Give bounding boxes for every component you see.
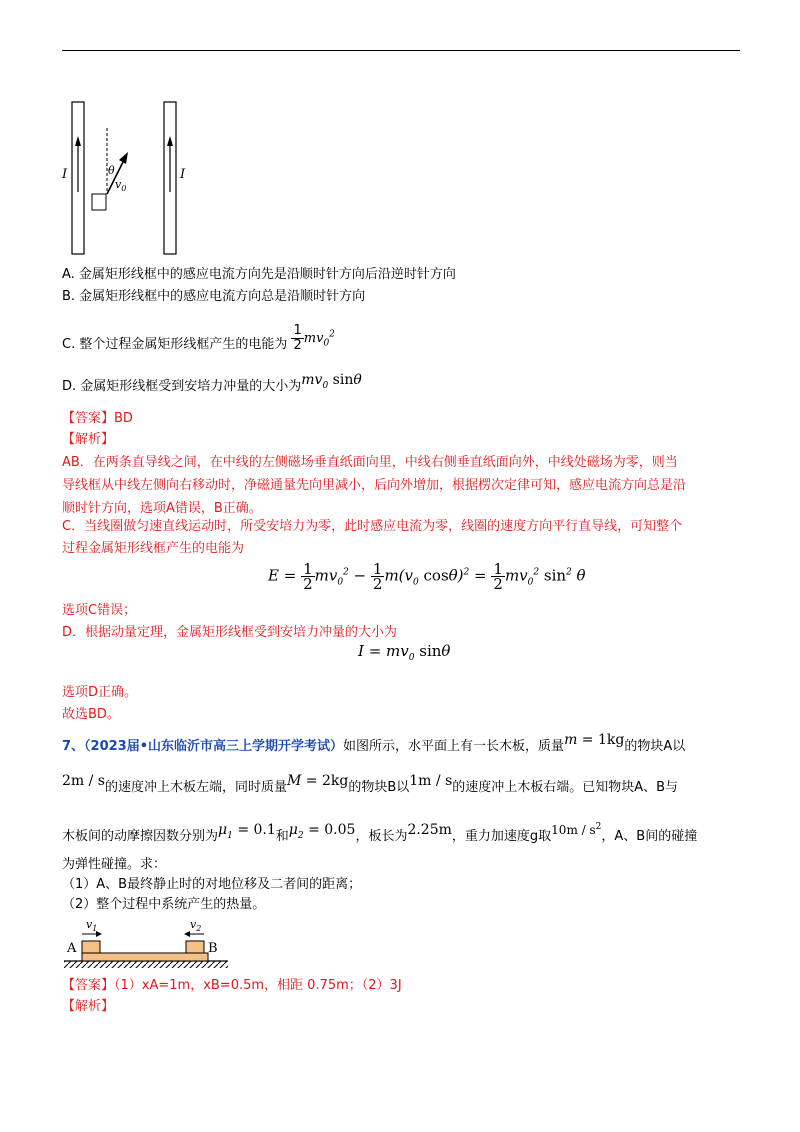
q6-answer: 【答案】BD (62, 411, 133, 426)
q7-sub1: （1）A、B最终静止时的对地位移及二者间的距离； (62, 877, 362, 892)
q7-line4: 为弹性碰撞。求： (62, 857, 167, 872)
ground-hatch (64, 961, 228, 968)
label-b: B (208, 941, 218, 956)
q6-p1-line1: AB．在两条直导线之间，在中线的左侧磁场垂直纸面向里，中线右侧垂直纸面向外，中线处磁场为零，则当 (62, 455, 678, 470)
right-current-label: I (180, 167, 186, 182)
impulse-equation: $I = mv_0$ sinθ (358, 642, 451, 663)
q7-analysis-label: 【解析】 (62, 999, 115, 1014)
label-a: A (67, 941, 77, 956)
svg-text:v1: $v_1$ (86, 918, 98, 933)
long-board (82, 953, 208, 961)
q7-sub2: （2）整个过程中系统产生的热量。 (62, 897, 266, 912)
q7-line2: 2m / s的速度冲上木板左端，同时质量M = 2kg的物块B以1m / s的速度冲上木板右端。已知物块A、B与 (62, 773, 679, 795)
wires-figure (60, 100, 200, 260)
svg-text:v2: $v_2$ (190, 918, 202, 933)
velocity-label: v (115, 178, 122, 191)
block-a (82, 941, 100, 953)
q6-analysis-label: 【解析】 (62, 432, 115, 447)
velocity-sub: 0 (121, 184, 127, 193)
v1-label: v (86, 918, 93, 931)
svg-text:v0 (115, 178, 126, 193)
angle-label: θ (108, 164, 115, 177)
option-b: B. 金属矩形线框中的感应电流方向总是沿顺时针方向 (62, 289, 366, 304)
q6-p1-line2: 导线框从中线左侧向右移动时，净磁通量先向里减小，后向外增加，根据楞次定律可知，感应电流方向总是沿 (62, 478, 687, 493)
option-d-text: D. 金属矩形线框受到安培力冲量的大小为 (62, 379, 302, 394)
q7-source: （2023届•山东临沂市高三上学期开学考试） (84, 739, 344, 754)
block-b (186, 941, 204, 953)
q7-line3: 木板间的动摩擦因数分别为$\mu_1 = 0.1$和$\mu_2 = 0.05$，板长为2.25m，重力加速度g取$10m / s^2$，A、B间的碰撞 (62, 822, 698, 844)
q6-p2-line2: 过程金属矩形线框产生的电能为 (62, 541, 245, 556)
energy-equation: E = $\frac{1}{2}$ $mv_0^2$ − $\frac{1}{2}$ $m(v_0$ cosθ)$^2$ = $\frac{1}{2}$ $mv_0^2$ $\sin^2 \theta$ (268, 560, 586, 593)
q7-answer: 【答案】（1）xA=1m，xB=0.5m，相距 0.75m；（2）3J (62, 978, 402, 993)
q6-p2-line1: C．当线圈做匀速直线运动时，所受安培力为零，此时感应电流为零，线圈的速度方向平行直导线，可知整个 (62, 519, 683, 534)
q7-line1: 7、（2023届•山东临沂市高三上学期开学考试）如图所示，水平面上有一长木板，质量m = 1kg的物块A以 (62, 732, 686, 754)
q6-p1-line3: 顺时针方向，选项A错误，B正确。 (62, 501, 262, 516)
option-c-fraction: $\frac{1}{2}$ (293, 323, 302, 353)
option-c: C. 整个过程金属矩形线框产生的电能为 $\frac{1}{2}$ $mv_0^2$ (62, 323, 335, 353)
q6-d-right: 选项D正确。 (62, 685, 138, 700)
option-d: D. 金属矩形线框受到安培力冲量的大小为$mv_0$ sinθ (62, 372, 362, 394)
header-rule (62, 50, 740, 51)
left-current-label: I (62, 167, 68, 182)
q6-p3: D．根据动量定理，金属矩形线框受到安培力冲量的大小为 (62, 625, 398, 640)
q6-c-wrong: 选项C错误； (62, 603, 137, 618)
v2-label: v (190, 918, 197, 931)
board-figure (62, 916, 232, 972)
option-a: A. 金属矩形线框中的感应电流方向先是沿顺时针方向后沿逆时针方向 (62, 267, 456, 282)
q6-conclusion: 故选BD。 (62, 707, 120, 722)
option-c-text: C. 整个过程金属矩形线框产生的电能为 (62, 337, 288, 352)
loop-square (92, 194, 106, 210)
q7-number: 7、 (62, 739, 85, 754)
